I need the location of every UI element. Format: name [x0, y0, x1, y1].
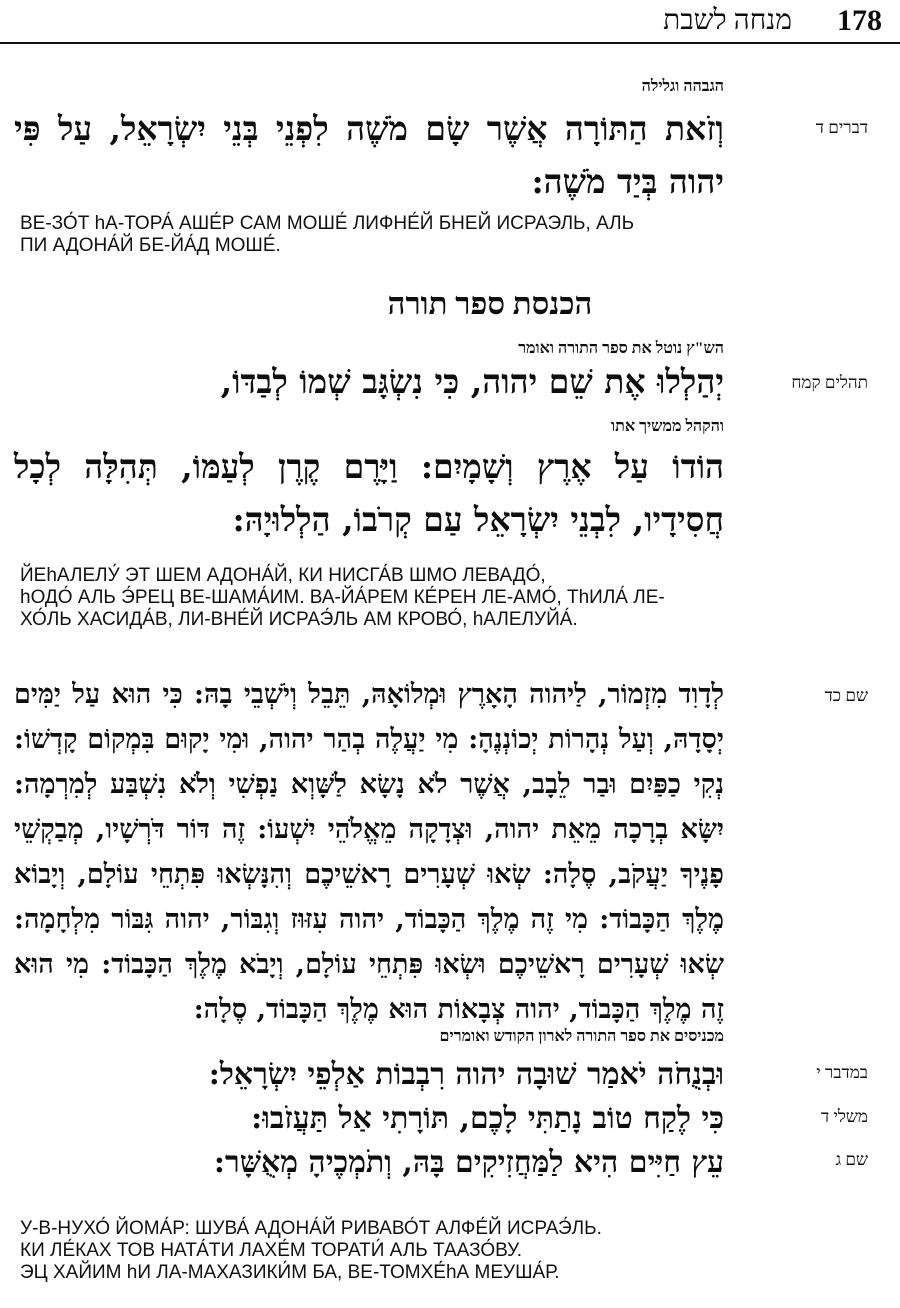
hebrew-text: עֵץ חַיִּים הִיא לַמַּחֲזִיקִים בָּהּ, וְתֹמְכֶיהָ מְאֻשָּׁר:: [213, 1145, 724, 1180]
first-word: לְדָוִד: [678, 679, 724, 710]
hebrew-text: אֶת שֵׁם יהוה, כִּי נִשְׂגָּב שְׁמוֹ לְבַדּוֹ,: [220, 362, 658, 401]
hebrew-hodo: [14, 440, 724, 546]
hebrew-ledavid-mizmor: [14, 672, 724, 1032]
source-ref-devarim: דברים ד: [815, 118, 868, 137]
first-word: יְהַלְלוּ: [657, 362, 724, 401]
instruction-hodo: והקהל ממשיך אתו: [610, 418, 724, 435]
hebrew-text: עַל אֶרֶץ וְשָׁמָיִם: וַיָּרֶם קֶרֶן לְעַמּוֹ, תְּהִלָּה לְכָל חֲסִידָיו, לִבְנֵי יִשְׂרָאֵל עַם קְרֹבוֹ, הַלְלוּיָהּ:: [14, 447, 724, 539]
hebrew-text: יֹאמַר שׁוּבָה יהוה רִבְבוֹת אַלְפֵי יִשְׂרָאֵל:: [208, 1057, 658, 1092]
transliteration-uvnucho: У-В-НУХО́ ЙОМА́Р: ШУВА́ АДОНА́Й РИВАВО́Т АЛФЕ́Й ИСРАЭ́ЛЬ. КИ ЛЕ́КАХ ТОВ НАТА́ТИ ЛАХЕ́М ТОРАТИ́ АЛЬ ТААЗО́ВУ. ЭЦ ХАЙИМ hИ ЛА-МАХАЗИКИ́М БА, ВЕ-ТОМХЕ́hА МЕУША́Р.: [20, 1218, 602, 1283]
instruction-uvnucho: מכניסים את ספר התורה לארון הקודש ואומרים: [439, 1028, 724, 1045]
instruction-hagbaha: הגבהה וגלילה: [641, 78, 724, 95]
page-header-title: מנחה לשבת: [663, 5, 792, 36]
source-ref-bamidbar: במדבר י: [816, 1063, 868, 1082]
transliteration-yehalelu-hodo: ЙЕhАЛЕЛУ́ ЭТ ШЕМ АДОНА́Й, КИ НИСГА́В ШМО ЛЕВАДО́, hОДО́ АЛЬ Э́РЕЦ ВЕ-ШАМА́ИМ. ВА-ЙА́РЕМ КЕ́РЕН ЛЕ-АМО́, ТhИЛА́ ЛЕ- ХО́ЛЬ ХАСИДА́В, ЛИ-ВНЕ́Й ИСРАЭ́ЛЬ АМ КРОВО́, hАЛЕЛУЙА́.: [20, 565, 665, 630]
source-ref-tehilim-24: שם כד: [824, 686, 868, 705]
source-ref-tehilim-148: תהלים קמח: [791, 373, 868, 392]
hebrew-text: הַתּוֹרָה אֲשֶׁר שָׂם מֹשֶׁה לִפְנֵי בְּנֵי יִשְׂרָאֵל, עַל פִּי יהוה בְּיַד מֹשֶׁה:: [14, 109, 724, 201]
first-word: וּבְנֻחֹה: [657, 1057, 724, 1092]
header-divider: [0, 42, 900, 44]
hebrew-vezot-hatorah: [14, 102, 724, 208]
hebrew-uvnucho-line-1: [14, 1052, 724, 1098]
hebrew-text: מִזְמוֹר, לַיהוה הָאָרֶץ וּמְלוֹאָהּ, תֵּבֵל וְיֹשְׁבֵי בָהּ: כִּי הוּא עַל יַמִּים יְסָדָהּ, וְעַל נְהָרוֹת יְכוֹנְנֶהָ: מִי יַעֲלֶה בְהַר יהוה, וּמִי יָקוּם בִּמְקוֹם קָדְשׁוֹ: נְקִי כַפַּיִם וּבַר לֵבָב, אֲשֶׁר לֹא נָשָׂא לַשָּׁוְא נַפְשִׁי וְלֹא נִשְׁבַּע לְמִרְמָה: יִשָּׂא בְרָכָה מֵאֵת יהוה, וּצְדָקָה מֵאֱלֹהֵי יִשְׁעוֹ: זֶה דּוֹר דֹּרְשָׁיו, מְבַקְשֵׁי פָנֶיךָ יַעֲקֹב, סֶלָה: שְׂאוּ שְׁעָרִים רָאשֵׁיכֶם וְהִנָּשְׂאוּ פִּתְחֵי עוֹלָם, וְיָבוֹא מֶלֶךְ הַכָּבוֹד: מִי זֶה מֶלֶךְ הַכָּבוֹד, יהוה עִזּוּז וְגִבּוֹר, יהוה גִּבּוֹר מִלְחָמָה: שְׂאוּ שְׁעָרִים רָאשֵׁיכֶם וּשְׂאוּ פִּתְחֵי עוֹלָם, וְיָבֹא מֶלֶךְ הַכָּבוֹד: מִי הוּא זֶה מֶלֶךְ הַכָּבוֹד, יהוה צְבָאוֹת הוּא מֶלֶךְ הַכָּבוֹד, סֶלָה:: [14, 679, 724, 1025]
first-word: הוֹדוֹ: [672, 447, 724, 486]
hebrew-uvnucho-line-2: [14, 1096, 724, 1142]
hebrew-yehalelu: [14, 355, 724, 408]
section-title: הכנסת ספר תורה: [387, 286, 593, 321]
page-number: 178: [837, 4, 882, 37]
instruction-yehalelu: הש"ץ נוטל את ספר התורה ואומר: [518, 340, 724, 357]
first-word: וְזֹאת: [665, 109, 724, 148]
source-ref-mishlei-4: משלי ד: [821, 1107, 868, 1126]
hebrew-text: כִּי לֶקַח טוֹב נָתַתִּי לָכֶם, תּוֹרָתִי אַל תַּעֲזֹבוּ:: [251, 1101, 724, 1136]
transliteration-vezot-hatorah: ВЕ-ЗО́Т hА-ТОРА́ АШЕ́Р САМ МОШЕ́ ЛИФНЕ́Й БНЕЙ ИСРАЭЛЬ, АЛЬ ПИ АДОНА́Й БЕ-ЙА́Д МОШЕ́.: [20, 213, 635, 256]
hebrew-uvnucho-line-3: [14, 1140, 724, 1186]
source-ref-mishlei-3: שם ג: [835, 1150, 868, 1169]
